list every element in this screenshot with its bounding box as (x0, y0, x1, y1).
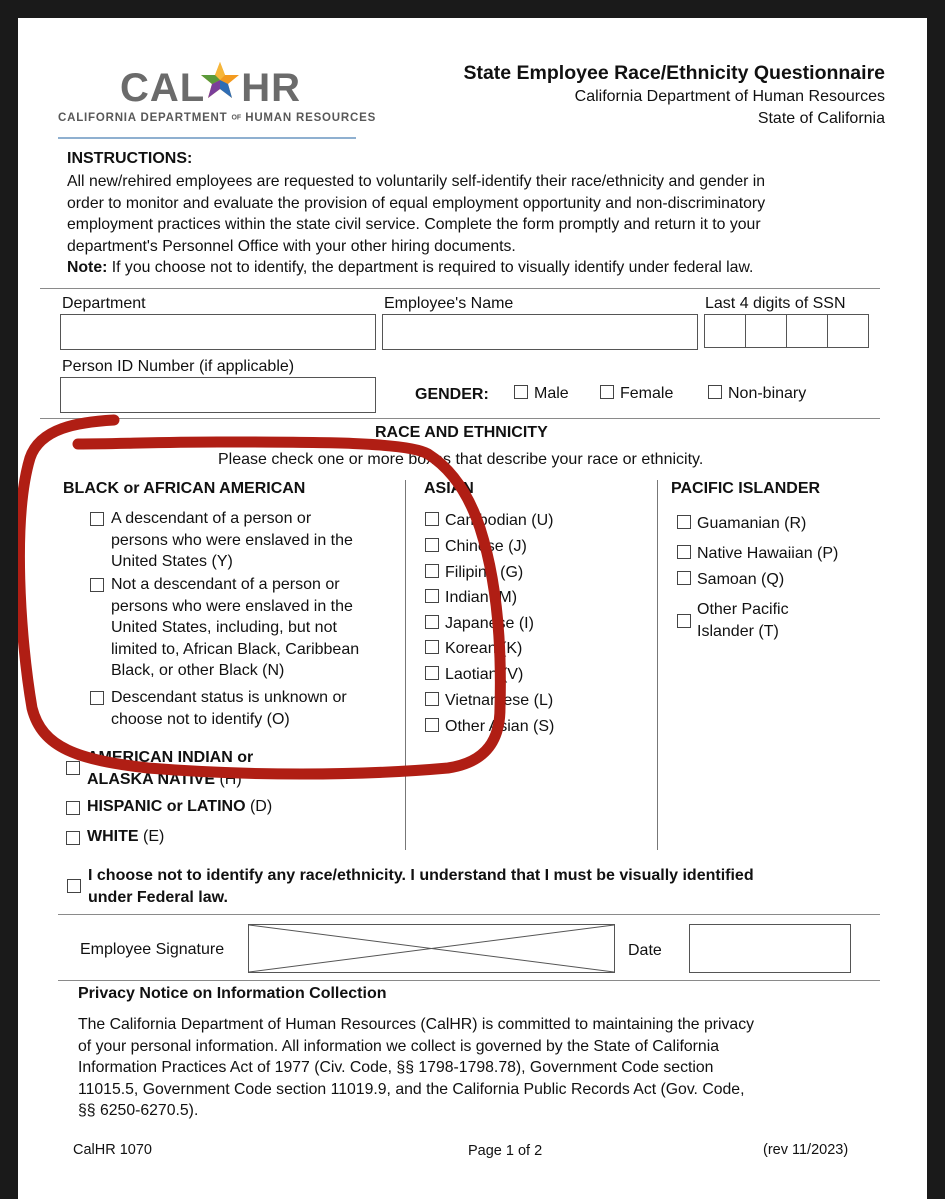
pacific-option-other-label: Other Pacific Islander (T) (697, 601, 789, 640)
asian-option-vietnamese[interactable]: Vietnamese (L) (425, 692, 553, 710)
form-page (18, 18, 927, 1199)
asian-option-other-asian[interactable]: Other Asian (S) (425, 718, 554, 736)
page-subtitle-state: State of California (757, 110, 885, 127)
page-number: Page 1 of 2 (468, 1143, 543, 1159)
page-title: State Employee Race/Ethnicity Questionnaire (463, 62, 885, 84)
black-option-n-label: Not a descendant of a person or persons who were enslaved in the United States, including, but not limited to, African Black, Caribbean Black, or other Black (N) (111, 576, 360, 679)
race-instruction: Please check one or more boxes that describe your race or ethnicity. (218, 451, 704, 468)
asian-heading: ASIAN (424, 480, 474, 497)
revision-date: (rev 11/2023) (763, 1142, 849, 1158)
privacy-heading: Privacy Notice on Information Collection (78, 985, 387, 1002)
person-id-label: Person ID Number (if applicable) (62, 358, 295, 375)
signature-label: Employee Signature (80, 941, 225, 958)
logo-word-cal: CAL (120, 66, 206, 110)
form-id: CalHR 1070 (73, 1142, 152, 1158)
instructions-note: Note: If you choose not to identify, the department is required to visually identify under federal law. (67, 259, 754, 276)
ssn-label: Last 4 digits of SSN (705, 295, 846, 312)
asian-option-indian[interactable]: Indian (M) (425, 589, 517, 607)
black-option-o-label: Descendant status is unknown or choose not to identify (O) (111, 689, 347, 728)
asian-option-laotian[interactable]: Laotian (V) (425, 666, 523, 684)
pacific-islander-heading: PACIFIC ISLANDER (671, 480, 821, 497)
instructions-heading: INSTRUCTIONS: (67, 150, 193, 167)
decline-identify-label: I choose not to identify any race/ethnicity. I understand that I must be visually identified under Federal law. (88, 867, 754, 906)
logo-word-hr: HR (241, 66, 301, 110)
red-annotation-circle (18, 18, 927, 1199)
pacific-option-guamanian[interactable]: Guamanian (R) (677, 515, 806, 533)
instructions-text: All new/rehired employees are requested to voluntarily self-identify their race/ethnicity and gender in order to monitor and evaluate the provision of equal employment opportunity and non-discriminatory employment practices within the state civil service. Complete the form promptly and return it to your department's Personnel Office with your other hiring documents. Note: If you choose not to identify, the department is required to visually identify under federal law. (67, 171, 907, 279)
page-subtitle-department: California Department of Human Resources (574, 88, 885, 105)
gender-label: GENDER: (415, 386, 489, 403)
asian-option-japanese[interactable]: Japanese (I) (425, 615, 534, 633)
asian-option-korean[interactable]: Korean (K) (425, 640, 522, 658)
privacy-text: The California Department of Human Resources (CalHR) is committed to maintaining the privacy of your personal information. All information we collect is governed by the State of California Information Practices Act of 1977 (Civ. Code, §§ 1798-1798.78), Government Code section 11015.5, Government Code section 11019.9, and the California Public Records Act (Gov. Code, §§ 6250-6270.5). (78, 1016, 755, 1119)
pacific-option-samoan[interactable]: Samoan (Q) (677, 571, 784, 589)
gender-option-non-binary[interactable]: Non-binary (708, 385, 806, 403)
asian-option-cambodian[interactable]: Cambodian (U) (425, 512, 553, 530)
department-label: Department (62, 295, 146, 312)
gender-option-female[interactable]: Female (600, 385, 673, 403)
race-heading: RACE AND ETHNICITY (375, 424, 548, 441)
date-label: Date (628, 942, 662, 959)
american-indian-label: AMERICAN INDIAN or ALASKA NATIVE (H) (87, 749, 254, 788)
black-option-y-label: A descendant of a person or persons who were enslaved in the United States (Y) (111, 510, 353, 570)
pacific-option-native-hawaiian[interactable]: Native Hawaiian (P) (677, 545, 838, 563)
employee-name-label: Employee's Name (384, 295, 514, 312)
asian-option-chinese[interactable]: Chinese (J) (425, 538, 527, 556)
gender-option-male[interactable]: Male (514, 385, 569, 403)
asian-option-filipino[interactable]: Filipino (G) (425, 564, 523, 582)
hispanic-label: HISPANIC or LATINO (D) (87, 798, 273, 815)
black-heading: BLACK or AFRICAN AMERICAN (63, 480, 306, 497)
logo-subtitle: CALIFORNIA DEPARTMENT OF HUMAN RESOURCES (58, 112, 377, 124)
white-label: WHITE (E) (87, 828, 165, 845)
